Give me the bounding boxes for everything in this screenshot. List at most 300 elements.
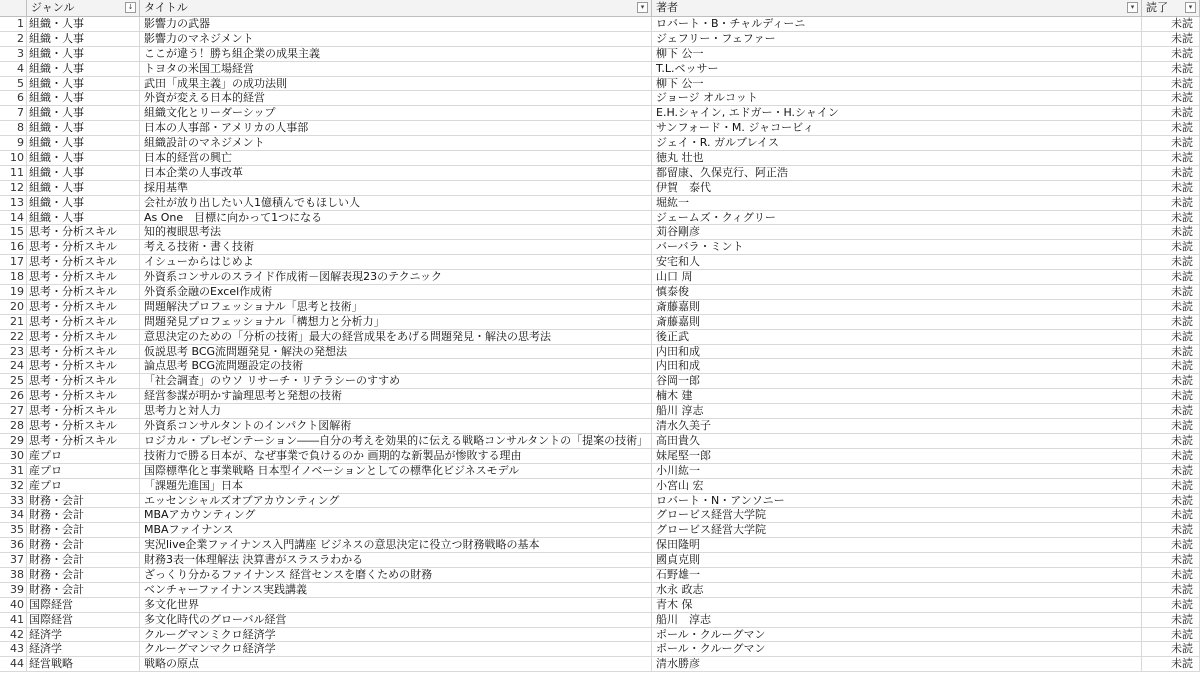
status-cell[interactable]	[1142, 17, 1200, 31]
table-row[interactable]	[0, 32, 1200, 47]
status-column-header[interactable]	[1142, 0, 1200, 16]
status-cell[interactable]	[1142, 583, 1200, 597]
genre-cell[interactable]: 経済学	[27, 642, 140, 656]
genre-cell[interactable]: 財務・会計	[27, 494, 140, 508]
status-value: 未読	[1171, 61, 1193, 75]
genre-cell[interactable]: 産プロ	[27, 449, 140, 463]
status-cell[interactable]	[1142, 628, 1200, 642]
table-row[interactable]	[0, 270, 1200, 285]
genre-cell[interactable]: 組織・人事	[27, 151, 140, 165]
author-cell[interactable]: 安宅和人	[652, 255, 1142, 269]
status-cell[interactable]	[1142, 389, 1200, 403]
title-cell[interactable]: 「社会調査」のウソ リサーチ・リテラシーのすすめ	[140, 374, 652, 388]
status-cell[interactable]	[1142, 464, 1200, 478]
row-number[interactable]: 31	[0, 464, 27, 478]
status-cell[interactable]	[1142, 91, 1200, 105]
title-cell[interactable]: ベンチャーファイナンス実践講義	[140, 583, 652, 597]
status-value: 未読	[1171, 121, 1193, 135]
genre-cell[interactable]: 思考・分析スキル	[27, 240, 140, 254]
row-number[interactable]: 9	[0, 136, 27, 150]
author-cell[interactable]: 清水久美子	[652, 419, 1142, 433]
title-cell[interactable]: 組織文化とリーダーシップ	[140, 106, 652, 120]
row-number[interactable]: 21	[0, 315, 27, 329]
genre-cell[interactable]: 産プロ	[27, 479, 140, 493]
status-cell[interactable]	[1142, 62, 1200, 76]
row-number[interactable]: 38	[0, 568, 27, 582]
genre-cell[interactable]: 思考・分析スキル	[27, 359, 140, 373]
author-cell[interactable]: 谷岡一郎	[652, 374, 1142, 388]
status-cell[interactable]	[1142, 136, 1200, 150]
table-row[interactable]	[0, 62, 1200, 77]
author-cell[interactable]: 柳下 公一	[652, 77, 1142, 91]
title-cell[interactable]: 組織設計のマネジメント	[140, 136, 652, 150]
author-cell[interactable]: ジェームズ・クィグリー	[652, 211, 1142, 225]
table-row[interactable]	[0, 464, 1200, 479]
author-cell[interactable]: 苅谷剛彦	[652, 225, 1142, 239]
row-number[interactable]: 39	[0, 583, 27, 597]
genre-cell[interactable]: 思考・分析スキル	[27, 285, 140, 299]
row-number[interactable]: 7	[0, 106, 27, 120]
table-row[interactable]	[0, 628, 1200, 643]
title-cell[interactable]: ロジカル・プレゼンテーション――自分の考えを効果的に伝える戦略コンサルタントの「提案の技術」	[140, 434, 652, 448]
table-row[interactable]	[0, 17, 1200, 32]
row-number[interactable]: 28	[0, 419, 27, 433]
row-number[interactable]: 30	[0, 449, 27, 463]
status-value: 未読	[1171, 448, 1193, 462]
status-cell[interactable]	[1142, 32, 1200, 46]
table-row[interactable]	[0, 419, 1200, 434]
author-cell[interactable]: 楠木 建	[652, 389, 1142, 403]
status-header-label: 読了	[1146, 1, 1168, 14]
row-number[interactable]: 1	[0, 17, 27, 31]
row-number[interactable]: 13	[0, 196, 27, 210]
genre-cell[interactable]: 組織・人事	[27, 62, 140, 76]
status-value: 未読	[1171, 582, 1193, 596]
title-cell[interactable]: 「課題先進国」日本	[140, 479, 652, 493]
genre-cell[interactable]: 思考・分析スキル	[27, 404, 140, 418]
status-value: 未読	[1171, 210, 1193, 224]
status-cell[interactable]	[1142, 479, 1200, 493]
title-cell[interactable]: 外資が変える日本的経営	[140, 91, 652, 105]
author-cell[interactable]: 内田和成	[652, 359, 1142, 373]
filter-dropdown-icon[interactable]: ▾	[1127, 2, 1138, 13]
title-cell[interactable]: MBAファイナンス	[140, 523, 652, 537]
genre-cell[interactable]: 組織・人事	[27, 91, 140, 105]
status-cell[interactable]	[1142, 225, 1200, 239]
status-cell[interactable]	[1142, 106, 1200, 120]
genre-cell[interactable]: 組織・人事	[27, 136, 140, 150]
genre-cell[interactable]: 財務・会計	[27, 508, 140, 522]
status-cell[interactable]	[1142, 642, 1200, 656]
table-row[interactable]	[0, 77, 1200, 92]
status-cell[interactable]	[1142, 181, 1200, 195]
title-cell[interactable]: 知的複眼思考法	[140, 225, 652, 239]
author-cell[interactable]: E.H.シャイン, エドガー・H.シャイン	[652, 106, 1142, 120]
author-cell[interactable]: 船川 淳志	[652, 613, 1142, 627]
genre-cell[interactable]: 思考・分析スキル	[27, 300, 140, 314]
author-cell[interactable]: 青木 保	[652, 598, 1142, 612]
genre-cell[interactable]: 経営戦略	[27, 657, 140, 671]
author-cell[interactable]: ロバート・N・アンソニー	[652, 494, 1142, 508]
row-number[interactable]: 32	[0, 479, 27, 493]
row-number[interactable]: 22	[0, 330, 27, 344]
table-row[interactable]	[0, 434, 1200, 449]
genre-cell[interactable]: 財務・会計	[27, 553, 140, 567]
author-column-header[interactable]	[652, 0, 1142, 16]
title-cell[interactable]: 採用基準	[140, 181, 652, 195]
author-cell[interactable]: 高田貴久	[652, 434, 1142, 448]
title-cell[interactable]: 実況live企業ファイナンス入門講座 ビジネスの意思決定に役立つ財務戦略の基本	[140, 538, 652, 552]
status-value: 未読	[1171, 270, 1193, 284]
row-number[interactable]: 10	[0, 151, 27, 165]
author-cell[interactable]: バーバラ・ミント	[652, 240, 1142, 254]
row-number[interactable]: 2	[0, 32, 27, 46]
status-value: 未読	[1171, 627, 1193, 641]
genre-header-label: ジャンル	[31, 1, 75, 14]
title-cell[interactable]: 日本的経営の興亡	[140, 151, 652, 165]
row-number[interactable]: 5	[0, 77, 27, 91]
title-cell[interactable]: 仮説思考 BCG流問題発見・解決の発想法	[140, 345, 652, 359]
status-cell[interactable]	[1142, 613, 1200, 627]
author-cell[interactable]: 都留康、久保克行、阿正浩	[652, 166, 1142, 180]
genre-cell[interactable]: 思考・分析スキル	[27, 315, 140, 329]
status-cell[interactable]	[1142, 374, 1200, 388]
table-row[interactable]	[0, 300, 1200, 315]
status-cell[interactable]	[1142, 553, 1200, 567]
row-number[interactable]: 14	[0, 211, 27, 225]
row-number[interactable]: 34	[0, 508, 27, 522]
table-row[interactable]	[0, 225, 1200, 240]
table-row[interactable]	[0, 523, 1200, 538]
author-cell[interactable]: 内田和成	[652, 345, 1142, 359]
title-cell[interactable]: 技術力で勝る日本が、なぜ事業で負けるのか 画期的な新製品が惨敗する理由	[140, 449, 652, 463]
author-cell[interactable]: 小川紘一	[652, 464, 1142, 478]
genre-cell[interactable]: 国際経営	[27, 613, 140, 627]
status-value: 未読	[1171, 642, 1193, 656]
genre-cell[interactable]: 思考・分析スキル	[27, 330, 140, 344]
genre-cell[interactable]: 組織・人事	[27, 166, 140, 180]
table-row[interactable]	[0, 211, 1200, 226]
title-cell[interactable]: 論点思考 BCG流問題設定の技術	[140, 359, 652, 373]
status-value: 未読	[1171, 538, 1193, 552]
table-row[interactable]	[0, 91, 1200, 106]
status-value: 未読	[1171, 374, 1193, 388]
title-cell[interactable]: 影響力のマネジメント	[140, 32, 652, 46]
table-row[interactable]	[0, 151, 1200, 166]
status-cell[interactable]	[1142, 315, 1200, 329]
title-cell[interactable]: ここが違う！勝ち組企業の成果主義	[140, 47, 652, 61]
author-cell[interactable]: 保田隆明	[652, 538, 1142, 552]
title-cell[interactable]: 日本の人事部・アメリカの人事部	[140, 121, 652, 135]
genre-cell[interactable]: 財務・会計	[27, 538, 140, 552]
author-cell[interactable]: 船川 淳志	[652, 404, 1142, 418]
table-row[interactable]	[0, 121, 1200, 136]
status-cell[interactable]	[1142, 255, 1200, 269]
title-cell[interactable]: 財務3表一体理解法 決算書がスラスラわかる	[140, 553, 652, 567]
author-cell[interactable]: ジョージ オルコット	[652, 91, 1142, 105]
title-cell[interactable]: 外資系コンサルのスライド作成術－図解表現23のテクニック	[140, 270, 652, 284]
title-cell[interactable]: 多文化世界	[140, 598, 652, 612]
status-value: 未読	[1171, 255, 1193, 269]
title-cell[interactable]: 思考力と対人力	[140, 404, 652, 418]
table-row[interactable]	[0, 479, 1200, 494]
table-body	[0, 17, 1200, 672]
row-number[interactable]: 4	[0, 62, 27, 76]
author-cell[interactable]: 斎藤嘉則	[652, 300, 1142, 314]
author-cell[interactable]: 水永 政志	[652, 583, 1142, 597]
status-cell[interactable]	[1142, 508, 1200, 522]
status-value: 未読	[1171, 299, 1193, 313]
status-value: 未読	[1171, 17, 1193, 30]
status-cell[interactable]	[1142, 196, 1200, 210]
row-number[interactable]: 15	[0, 225, 27, 239]
status-cell[interactable]	[1142, 598, 1200, 612]
status-value: 未読	[1171, 344, 1193, 358]
row-number[interactable]: 27	[0, 404, 27, 418]
title-cell[interactable]: 意思決定のための「分析の技術」最大の経営成果をあげる問題発見・解決の思考法	[140, 330, 652, 344]
title-cell[interactable]: 国際標準化と事業戦略 日本型イノベーションとしての標準化ビジネスモデル	[140, 464, 652, 478]
genre-cell[interactable]: 思考・分析スキル	[27, 434, 140, 448]
row-number[interactable]: 37	[0, 553, 27, 567]
status-value: 未読	[1171, 508, 1193, 522]
title-cell[interactable]: イシューからはじめよ	[140, 255, 652, 269]
author-cell[interactable]: 國貞克則	[652, 553, 1142, 567]
title-cell[interactable]: MBAアカウンティング	[140, 508, 652, 522]
author-cell[interactable]: 斎藤嘉則	[652, 315, 1142, 329]
table-row[interactable]	[0, 359, 1200, 374]
table-row[interactable]	[0, 106, 1200, 121]
table-row[interactable]	[0, 583, 1200, 598]
row-number[interactable]: 23	[0, 345, 27, 359]
table-row[interactable]	[0, 494, 1200, 509]
genre-cell[interactable]: 組織・人事	[27, 196, 140, 210]
status-value: 未読	[1171, 180, 1193, 194]
table-row[interactable]	[0, 568, 1200, 583]
status-cell[interactable]	[1142, 359, 1200, 373]
table-row[interactable]	[0, 345, 1200, 360]
author-cell[interactable]: 堀紘一	[652, 196, 1142, 210]
table-row[interactable]	[0, 374, 1200, 389]
genre-cell[interactable]: 財務・会計	[27, 523, 140, 537]
title-cell[interactable]: 影響力の武器	[140, 17, 652, 31]
row-number[interactable]: 20	[0, 300, 27, 314]
table-row[interactable]	[0, 642, 1200, 657]
table-row[interactable]	[0, 47, 1200, 62]
genre-cell[interactable]: 組織・人事	[27, 106, 140, 120]
table-row[interactable]	[0, 255, 1200, 270]
author-cell[interactable]: サンフォード・M. ジャコービィ	[652, 121, 1142, 135]
status-cell[interactable]	[1142, 538, 1200, 552]
title-cell[interactable]: エッセンシャルズオブアカウンティング	[140, 494, 652, 508]
row-number[interactable]: 26	[0, 389, 27, 403]
author-cell[interactable]: ジェイ・R. ガルブレイス	[652, 136, 1142, 150]
status-value: 未読	[1171, 76, 1193, 90]
row-number[interactable]: 29	[0, 434, 27, 448]
row-number[interactable]: 19	[0, 285, 27, 299]
title-cell[interactable]: 問題解決プロフェッショナル「思考と技術」	[140, 300, 652, 314]
author-cell[interactable]: 清水勝彦	[652, 657, 1142, 671]
status-cell[interactable]	[1142, 494, 1200, 508]
author-cell[interactable]: 山口 周	[652, 270, 1142, 284]
status-cell[interactable]	[1142, 300, 1200, 314]
header-row	[0, 0, 1200, 17]
genre-cell[interactable]: 組織・人事	[27, 17, 140, 31]
status-cell[interactable]	[1142, 419, 1200, 433]
title-cell[interactable]: 問題発見プロフェッショナル「構想力と分析力」	[140, 315, 652, 329]
table-row[interactable]	[0, 613, 1200, 628]
row-number[interactable]: 25	[0, 374, 27, 388]
status-cell[interactable]	[1142, 330, 1200, 344]
title-cell[interactable]: 多文化時代のグローバル経営	[140, 613, 652, 627]
status-cell[interactable]	[1142, 47, 1200, 61]
genre-cell[interactable]: 思考・分析スキル	[27, 345, 140, 359]
genre-cell[interactable]: 組織・人事	[27, 32, 140, 46]
genre-column-header[interactable]	[27, 0, 140, 16]
row-number[interactable]: 44	[0, 657, 27, 671]
genre-cell[interactable]: 組織・人事	[27, 47, 140, 61]
title-cell[interactable]: クルーグマンマクロ経済学	[140, 642, 652, 656]
title-cell[interactable]: 経営参謀が明かす論理思考と発想の技術	[140, 389, 652, 403]
table-row[interactable]	[0, 240, 1200, 255]
table-row[interactable]	[0, 315, 1200, 330]
table-row[interactable]	[0, 449, 1200, 464]
row-number[interactable]: 8	[0, 121, 27, 135]
author-cell[interactable]: 伊賀 泰代	[652, 181, 1142, 195]
genre-cell[interactable]: 組織・人事	[27, 211, 140, 225]
table-row[interactable]	[0, 166, 1200, 181]
status-value: 未読	[1171, 597, 1193, 611]
title-cell[interactable]: 会社が放り出したい人1億積んでもほしい人	[140, 196, 652, 210]
status-cell[interactable]	[1142, 449, 1200, 463]
status-value: 未読	[1171, 285, 1193, 299]
title-cell[interactable]: 日本企業の人事改革	[140, 166, 652, 180]
genre-cell[interactable]: 思考・分析スキル	[27, 255, 140, 269]
author-cell[interactable]: ジェフリー・フェファー	[652, 32, 1142, 46]
title-cell[interactable]: クルーグマンミクロ経済学	[140, 628, 652, 642]
row-number[interactable]: 18	[0, 270, 27, 284]
row-number[interactable]: 35	[0, 523, 27, 537]
status-cell[interactable]	[1142, 434, 1200, 448]
title-cell[interactable]: 外資系金融のExcel作成術	[140, 285, 652, 299]
author-cell[interactable]: T.L.ベッサー	[652, 62, 1142, 76]
table-row[interactable]	[0, 389, 1200, 404]
table-row[interactable]	[0, 181, 1200, 196]
row-number[interactable]: 12	[0, 181, 27, 195]
title-cell[interactable]: 考える技術・書く技術	[140, 240, 652, 254]
row-number[interactable]: 40	[0, 598, 27, 612]
sort-descending-icon[interactable]: ↓	[125, 2, 136, 13]
table-row[interactable]	[0, 657, 1200, 672]
genre-cell[interactable]: 組織・人事	[27, 77, 140, 91]
row-number-header	[0, 0, 27, 16]
title-cell[interactable]: 武田「成果主義」の成功法則	[140, 77, 652, 91]
status-cell[interactable]	[1142, 270, 1200, 284]
row-number[interactable]: 17	[0, 255, 27, 269]
author-cell[interactable]: 石野雄一	[652, 568, 1142, 582]
row-number[interactable]: 11	[0, 166, 27, 180]
status-cell[interactable]	[1142, 404, 1200, 418]
genre-cell[interactable]: 財務・会計	[27, 568, 140, 582]
row-number[interactable]: 24	[0, 359, 27, 373]
filter-dropdown-icon[interactable]: ▾	[637, 2, 648, 13]
genre-cell[interactable]: 組織・人事	[27, 181, 140, 195]
row-number[interactable]: 16	[0, 240, 27, 254]
row-number[interactable]: 3	[0, 47, 27, 61]
row-number[interactable]: 43	[0, 642, 27, 656]
table-row[interactable]	[0, 136, 1200, 151]
genre-cell[interactable]: 思考・分析スキル	[27, 419, 140, 433]
author-cell[interactable]: 小宮山 宏	[652, 479, 1142, 493]
status-cell[interactable]	[1142, 657, 1200, 671]
filter-dropdown-icon[interactable]: ▾	[1185, 2, 1196, 13]
table-row[interactable]	[0, 598, 1200, 613]
status-cell[interactable]	[1142, 568, 1200, 582]
status-value: 未読	[1171, 553, 1193, 567]
table-row[interactable]	[0, 330, 1200, 345]
genre-cell[interactable]: 思考・分析スキル	[27, 270, 140, 284]
genre-cell[interactable]: 思考・分析スキル	[27, 374, 140, 388]
table-row[interactable]	[0, 553, 1200, 568]
genre-cell[interactable]: 思考・分析スキル	[27, 389, 140, 403]
genre-cell[interactable]: 産プロ	[27, 464, 140, 478]
author-cell[interactable]: グロービス経営大学院	[652, 523, 1142, 537]
title-cell[interactable]: 外資系コンサルタントのインパクト図解術	[140, 419, 652, 433]
author-cell[interactable]: ポール・クルーグマン	[652, 628, 1142, 642]
table-row[interactable]	[0, 404, 1200, 419]
author-cell[interactable]: ロバート・B・チャルディーニ	[652, 17, 1142, 31]
author-cell[interactable]: 後正武	[652, 330, 1142, 344]
title-column-header[interactable]	[140, 0, 652, 16]
row-number[interactable]: 41	[0, 613, 27, 627]
status-value: 未読	[1171, 31, 1193, 45]
status-cell[interactable]	[1142, 523, 1200, 537]
status-cell[interactable]	[1142, 240, 1200, 254]
status-cell[interactable]	[1142, 166, 1200, 180]
table-row[interactable]	[0, 508, 1200, 523]
status-cell[interactable]	[1142, 285, 1200, 299]
author-cell[interactable]: 妹尾堅一郎	[652, 449, 1142, 463]
title-cell[interactable]: As One 目標に向かって1つになる	[140, 211, 652, 225]
author-cell[interactable]: 徳丸 壮也	[652, 151, 1142, 165]
status-cell[interactable]	[1142, 121, 1200, 135]
title-cell[interactable]: トヨタの米国工場経営	[140, 62, 652, 76]
row-number[interactable]: 36	[0, 538, 27, 552]
author-cell[interactable]: 慎泰俊	[652, 285, 1142, 299]
status-cell[interactable]	[1142, 211, 1200, 225]
genre-cell[interactable]: 思考・分析スキル	[27, 225, 140, 239]
status-cell[interactable]	[1142, 345, 1200, 359]
genre-cell[interactable]: 国際経営	[27, 598, 140, 612]
table-row[interactable]	[0, 285, 1200, 300]
row-number[interactable]: 6	[0, 91, 27, 105]
genre-cell[interactable]: 財務・会計	[27, 583, 140, 597]
genre-cell[interactable]: 組織・人事	[27, 121, 140, 135]
status-value: 未読	[1171, 612, 1193, 626]
title-cell[interactable]: 戦略の原点	[140, 657, 652, 671]
author-cell[interactable]: グロービス経営大学院	[652, 508, 1142, 522]
table-row[interactable]	[0, 538, 1200, 553]
row-number[interactable]: 33	[0, 494, 27, 508]
status-cell[interactable]	[1142, 77, 1200, 91]
row-number[interactable]: 42	[0, 628, 27, 642]
author-cell[interactable]: 柳下 公一	[652, 47, 1142, 61]
title-cell[interactable]: ざっくり分かるファイナンス 経営センスを磨くための財務	[140, 568, 652, 582]
status-value: 未読	[1171, 329, 1193, 343]
status-cell[interactable]	[1142, 151, 1200, 165]
table-row[interactable]	[0, 196, 1200, 211]
genre-cell[interactable]: 経済学	[27, 628, 140, 642]
author-cell[interactable]: ポール・クルーグマン	[652, 642, 1142, 656]
